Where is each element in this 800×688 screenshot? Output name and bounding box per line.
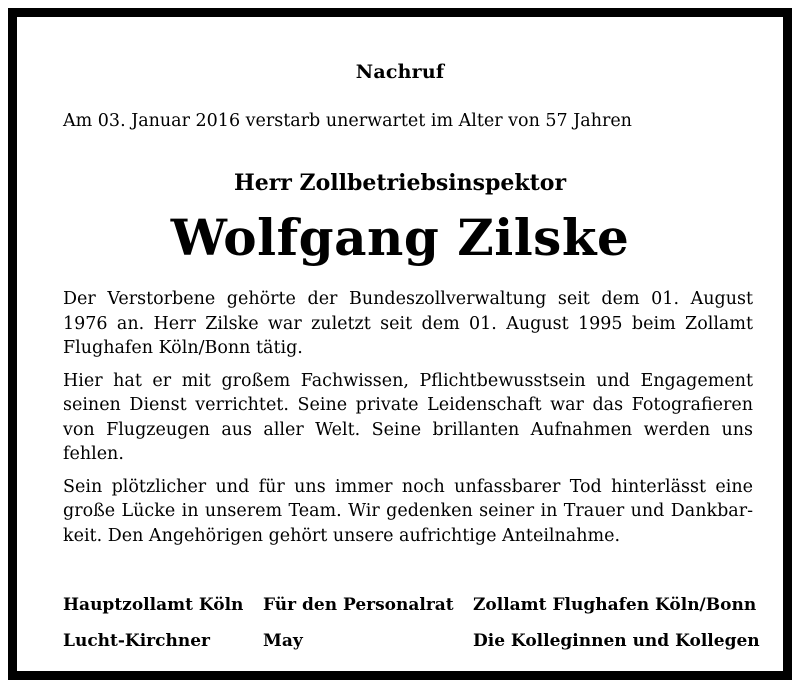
signer-hauptzollamt: Lucht-Kirchner [63, 631, 210, 651]
obituary-heading: Nachruf [355, 61, 445, 83]
signature-org-zollamt: Zollamt Flughafen Köln/Bonn [473, 595, 757, 615]
signature-org-personalrat: Für den Personalrat [263, 595, 454, 615]
signer-zollamt: Die Kolleginnen und Kollegen [473, 631, 760, 651]
intro-line: Am 03. Januar 2016 verstarb unerwartet im Alter von 57 Jahren [63, 111, 632, 131]
signer-personalrat: May [263, 631, 303, 651]
signature-organizations [63, 595, 757, 615]
obituary-frame [8, 8, 792, 680]
obituary-body [63, 287, 753, 556]
paragraph-condolence: Sein plötzlicher und für uns immer noch unfassbarer Tod hinterlässt eine große Lücke in unserem Team. Wir gedenken seiner in Trauer und Dankbarkeit. Den Angehörigen gehört unsere aufrichtige Anteilnahme. [63, 476, 753, 546]
signature-org-hauptzollamt: Hauptzollamt Köln [63, 595, 244, 615]
signature-names [63, 631, 760, 651]
paragraph-career: Der Verstorbene gehörte der Bundeszollverwaltung seit dem 01. August 1976 an. Herr Zilske war zuletzt seit dem 01. August 1995 beim Zollamt Flughafen Köln/Bonn tätig. [63, 289, 753, 358]
paragraph-character: Hier hat er mit großem Fachwissen, Pflichtbewusstsein und Engagement seinen Dienst verrichtet. Seine private Leidenschaft war das Fotografieren von Flugzeugen aus aller Welt. Seine brillanten Aufnahmen werden uns fehlen. [63, 370, 753, 464]
person-name: Wolfgang Zilske [170, 208, 630, 267]
person-title: Herr Zollbetriebsinspektor [233, 170, 567, 196]
